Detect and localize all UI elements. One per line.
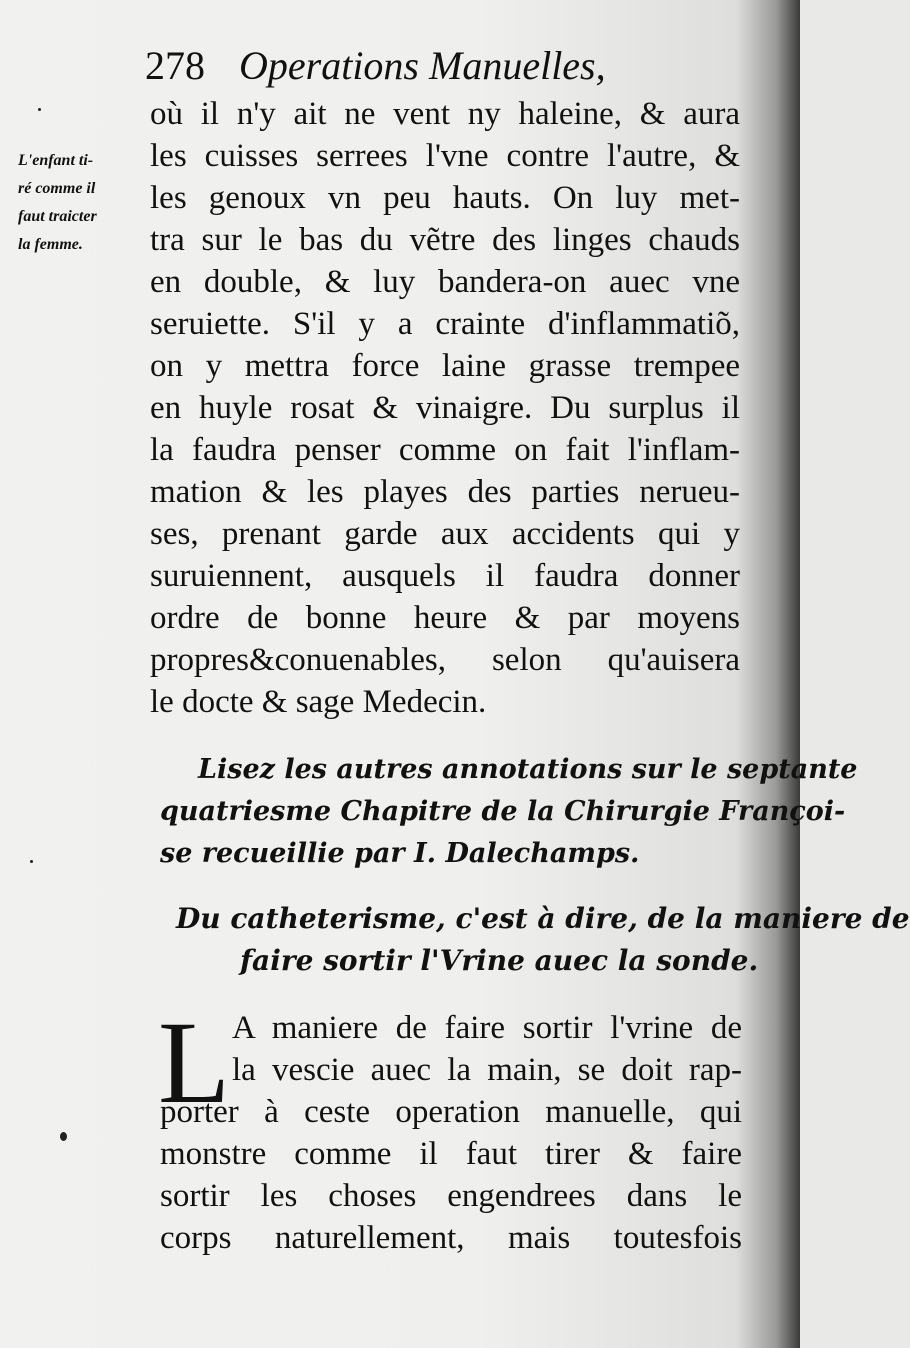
body-text-line: la faudra penser comme on fait l'inflam- — [150, 432, 740, 468]
body-text-line: corps naturellement, mais toutesfois — [160, 1220, 742, 1256]
body-text-line: suruiennent, ausquels il faudra donner — [150, 558, 740, 594]
body-text-line: mation & les playes des parties nerueu- — [150, 474, 740, 510]
body-text-line: A maniere de faire sortir l'vrine de — [232, 1010, 742, 1046]
body-text-line: les genoux vn peu hauts. On luy met- — [150, 180, 740, 216]
body-text-line: en huyle rosat & vinaigre. Du surplus il — [150, 390, 740, 426]
body-text-line: on y mettra force laine grasse trempee — [150, 348, 740, 384]
body-text-line: le docte & sage Medecin. — [150, 684, 487, 720]
body-text-line: ses, prenant garde aux accidents qui y — [150, 516, 740, 552]
body-text-line: les cuisses serrees l'vne contre l'autre, & — [150, 138, 740, 174]
margin-note-line: la femme. — [18, 236, 83, 253]
drop-cap: L — [158, 997, 231, 1128]
body-text-line: porter à ceste operation manuelle, qui — [160, 1094, 742, 1130]
margin-note-line: L'enfant ti- — [18, 152, 94, 169]
annotation-line: se recueillie par I. Dalechamps. — [160, 838, 640, 869]
margin-note-line: faut traicter — [18, 208, 97, 225]
body-text-line: tra sur le bas du vẽtre des linges chauds — [150, 222, 740, 258]
body-text-line: ordre de bonne heure & par moyens — [150, 600, 740, 636]
body-text-line: la vescie auec la main, se doit rap- — [232, 1052, 742, 1088]
annotation-line: quatriesme Chapitre de la Chirurgie Françoi- — [160, 796, 846, 827]
section-title-line: faire sortir l'Vrine auec la sonde. — [240, 944, 759, 977]
body-text-line: monstre comme il faut tirer & faire — [160, 1136, 742, 1172]
body-text-line: sortir les choses engendrees dans le — [160, 1178, 742, 1214]
ink-speck — [30, 860, 33, 863]
annotation-line: Lisez les autres annotations sur le septante — [198, 754, 858, 785]
body-text-line: en double, & luy bandera-on auec vne — [150, 264, 740, 300]
body-text-line: seruiette. S'il y a crainte d'inflammatiõ, — [150, 306, 740, 342]
body-text-line: propres&conuenables, selon qu'auisera — [150, 642, 740, 678]
body-text-line: où il n'y ait ne vent ny haleine, & aura — [150, 96, 740, 132]
running-title: Operations Manuelles, — [239, 43, 606, 88]
ink-speck — [60, 1132, 67, 1141]
margin-note-line: ré comme il — [18, 180, 96, 197]
ink-speck — [38, 108, 41, 111]
section-title-line: Du catheterisme, c'est à dire, de la maniere de — [176, 902, 910, 935]
page-number: 278 — [145, 43, 205, 88]
page-header — [145, 42, 606, 89]
